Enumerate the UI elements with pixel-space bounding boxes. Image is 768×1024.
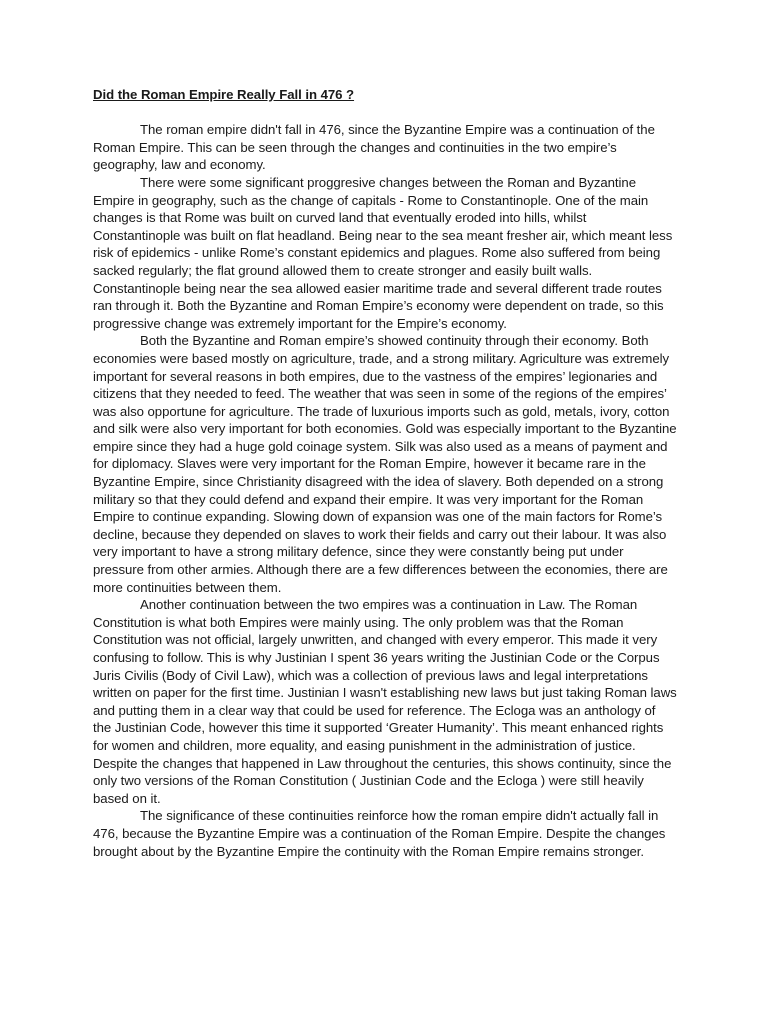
paragraph-law: Another continuation between the two empires was a continuation in Law. The Roman Constitution is what both Empires were mainly using. The only problem was that the Roman Constitution was not official, largely unwritten, and changed with every emperor. This made it very confusing to follow. This is why Justinian I spent 36 years writing the Justinian Code or the Corpus Juris Civilis (Body of Civil Law), which was a collection of previous laws and legal interpretations written on paper for the first time. Justinian I wasn't establishing new laws but just taking Roman laws and putting them in a clear way that could be used for reference. The Ecloga was an anthology of the Justinian Code, however this time it supported ‘Greater Humanity’. This meant enhanced rights for women and children, more equality, and easing punishment in the administration of justice. Despite the changes that happened in Law throughout the centuries, this shows continuity, since the only two versions of the Roman Constitution ( Justinian Code and the Ecloga ) were still heavily based on it. [93, 597, 677, 806]
document-body [93, 86, 677, 860]
paragraph-economy: Both the Byzantine and Roman empire’s showed continuity through their economy. Both economies were based mostly on agriculture, trade, and a strong military. Agriculture was extremely important for several reasons in both empires, due to the vastness of the empires’ legionaries and citizens that they needed to feed. The weather that was seen in some of the regions of the empires’ was also opportune for agriculture. The trade of luxurious imports such as gold, metals, ivory, cotton and silk were also very important for both economies. Gold was especially important to the Byzantine empire since they had a huge gold coinage system. Silk was also used as a means of payment and for diplomacy. Slaves were very important for the Roman Empire, however it became rare in the Byzantine Empire, since Christianity disagreed with the idea of slavery. Both depended on a strong military so that they could defend and expand their empire. It was very important for the Roman Empire to continue expanding. Slowing down of expansion was one of the main factors for Rome’s decline, because they depended on slaves to work their fields and carry out their labour. It was also very important to have a strong military defence, since they were constantly being put under pressure from other armies. Although there are a few differences between the economies, there are more continuities between them. [93, 333, 677, 595]
paragraph-intro: The roman empire didn't fall in 476, since the Byzantine Empire was a continuation of the Roman Empire. This can be seen through the changes and continuities in the two empire’s geography, law and economy. [93, 122, 655, 173]
paragraph-conclusion: The significance of these continuities reinforce how the roman empire didn't actually fall in 476, because the Byzantine Empire was a continuation of the Roman Empire. Despite the changes brought about by the Byzantine Empire the continuity with the Roman Empire remains stronger. [93, 808, 666, 859]
document-title: Did the Roman Empire Really Fall in 476 ? [93, 87, 355, 102]
paragraph-geography: There were some significant proggresive changes between the Roman and Byzantine Empire in geography, such as the change of capitals - Rome to Constantinople. One of the main changes is that Rome was built on curved land that eventually eroded into hills, whilst Constantinople was built on flat headland. Being near to the sea meant fresher air, which meant less risk of epidemics - unlike Rome’s constant epidemics and plagues. Rome also suffered from being sacked regularly; the flat ground allowed them to create stronger and easily built walls. Constantinople being near the sea allowed easier maritime trade and several different trade routes ran through it. Both the Byzantine and Roman Empire’s economy were dependent on trade, so this progressive change was extremely important for the Empire’s economy. [93, 174, 673, 331]
